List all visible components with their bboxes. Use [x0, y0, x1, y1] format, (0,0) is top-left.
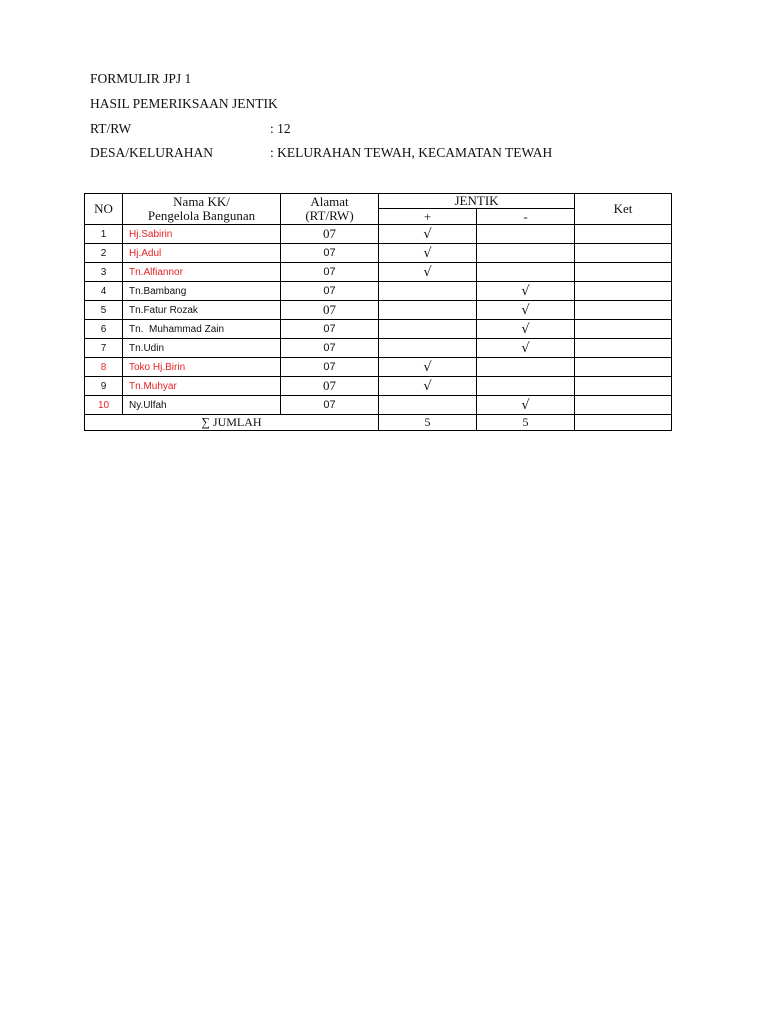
total-row [85, 415, 672, 431]
rtrw-value: : 12 [270, 121, 291, 136]
table-row [85, 263, 672, 282]
row-minus-mark: √ [477, 301, 575, 320]
row-plus-mark [379, 396, 477, 415]
row-ket [575, 225, 672, 244]
col-header-name-line1: Nama KK/ [173, 194, 230, 209]
row-ket [575, 358, 672, 377]
row-name: Toko Hj.Birin [123, 358, 281, 377]
table-row [85, 282, 672, 301]
row-name: Hj.Adul [123, 244, 281, 263]
total-plus: 5 [379, 415, 477, 431]
table-row [85, 339, 672, 358]
row-minus-mark [477, 358, 575, 377]
row-ket [575, 339, 672, 358]
row-ket [575, 320, 672, 339]
table-row [85, 244, 672, 263]
row-number: 3 [85, 263, 123, 282]
row-name: Tn. Muhammad Zain [123, 320, 281, 339]
table-row [85, 377, 672, 396]
row-minus-mark [477, 263, 575, 282]
row-address: 07 [281, 263, 379, 282]
total-label: ∑ JUMLAH [85, 415, 379, 431]
row-plus-mark [379, 339, 477, 358]
inspection-table [84, 193, 672, 431]
row-minus-mark [477, 225, 575, 244]
row-plus-mark: √ [379, 263, 477, 282]
col-header-minus: - [477, 209, 575, 225]
row-plus-mark [379, 301, 477, 320]
table-row [85, 301, 672, 320]
row-plus-mark: √ [379, 244, 477, 263]
row-number: 7 [85, 339, 123, 358]
row-name: Tn.Bambang [123, 282, 281, 301]
col-header-no: NO [85, 194, 123, 225]
row-address: 07 [281, 377, 379, 396]
row-ket [575, 282, 672, 301]
row-minus-mark: √ [477, 320, 575, 339]
row-address: 07 [281, 244, 379, 263]
rtrw-label: RT/RW [90, 121, 132, 136]
row-ket [575, 377, 672, 396]
row-name: Tn.Muhyar [123, 377, 281, 396]
form-title [90, 71, 191, 87]
row-minus-mark: √ [477, 339, 575, 358]
col-header-ket: Ket [575, 194, 672, 225]
row-number: 2 [85, 244, 123, 263]
row-number: 4 [85, 282, 123, 301]
desa-line [90, 145, 553, 161]
row-number: 1 [85, 225, 123, 244]
row-plus-mark: √ [379, 377, 477, 396]
col-header-address-line2: (RT/RW) [305, 208, 354, 223]
table-row [85, 320, 672, 339]
row-address: 07 [281, 301, 379, 320]
form-subtitle-text: HASIL PEMERIKSAAN JENTIK [90, 96, 278, 111]
row-ket [575, 301, 672, 320]
col-header-jentik: JENTIK [379, 194, 575, 209]
row-address: 07 [281, 282, 379, 301]
row-plus-mark [379, 282, 477, 301]
row-number: 9 [85, 377, 123, 396]
row-name: Tn.Fatur Rozak [123, 301, 281, 320]
row-plus-mark: √ [379, 358, 477, 377]
total-minus: 5 [477, 415, 575, 431]
row-name: Tn.Alfiannor [123, 263, 281, 282]
row-ket [575, 396, 672, 415]
row-name: Ny.Ulfah [123, 396, 281, 415]
desa-label: DESA/KELURAHAN [90, 145, 213, 160]
row-address: 07 [281, 339, 379, 358]
row-minus-mark [477, 244, 575, 263]
row-plus-mark: √ [379, 225, 477, 244]
row-ket [575, 263, 672, 282]
col-header-plus: + [379, 209, 477, 225]
row-number: 6 [85, 320, 123, 339]
rtrw-line [90, 121, 291, 137]
row-minus-mark: √ [477, 282, 575, 301]
row-number: 5 [85, 301, 123, 320]
table-row [85, 358, 672, 377]
col-header-address [281, 194, 379, 225]
row-address: 07 [281, 320, 379, 339]
row-plus-mark [379, 320, 477, 339]
row-address: 07 [281, 358, 379, 377]
form-subtitle [90, 96, 278, 112]
row-number: 8 [85, 358, 123, 377]
row-address: 07 [281, 396, 379, 415]
row-address: 07 [281, 225, 379, 244]
col-header-name-line2: Pengelola Bangunan [147, 208, 256, 223]
row-ket [575, 244, 672, 263]
row-number: 10 [85, 396, 123, 415]
col-header-address-line1: Alamat [310, 194, 349, 209]
table-row [85, 396, 672, 415]
total-ket [575, 415, 672, 431]
row-name: Hj.Sabirin [123, 225, 281, 244]
row-minus-mark [477, 377, 575, 396]
form-title-text: FORMULIR JPJ 1 [90, 71, 192, 86]
table-row [85, 225, 672, 244]
desa-value: : KELURAHAN TEWAH, KECAMATAN TEWAH [270, 145, 553, 160]
col-header-name [123, 194, 281, 225]
row-name: Tn.Udin [123, 339, 281, 358]
row-minus-mark: √ [477, 396, 575, 415]
